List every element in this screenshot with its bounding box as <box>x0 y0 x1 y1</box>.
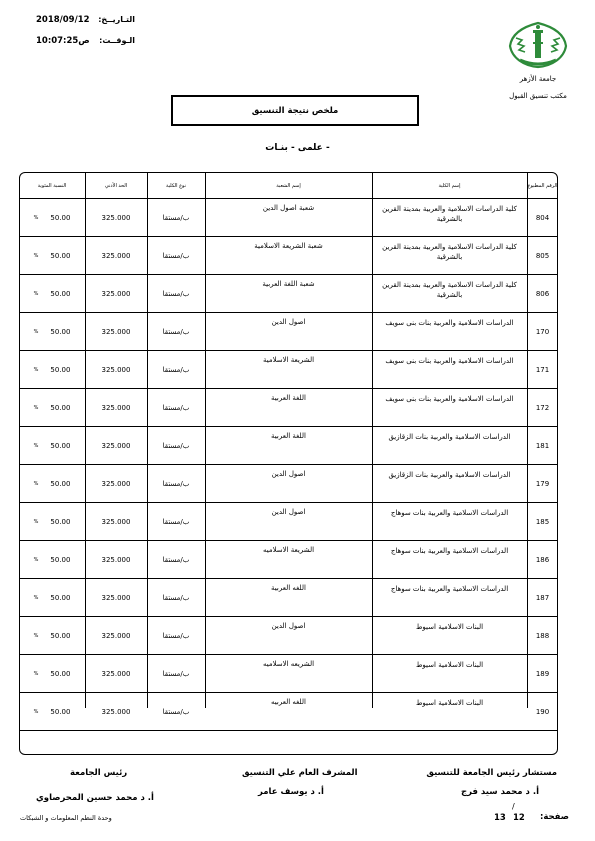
row-section: شعبة اصول الدين <box>262 204 315 212</box>
time-label: الـوقــت: <box>99 36 135 45</box>
table-row <box>19 427 558 465</box>
pct-value: 50.00 <box>50 251 71 260</box>
pct-value: 50.00 <box>50 555 71 564</box>
report-title: ملخص نتيجة التنسيق <box>171 95 419 126</box>
row-faculty: البنات الاسلامية اسيوط <box>415 623 484 631</box>
percent-sign: % <box>33 214 39 221</box>
pct-value: 50.00 <box>50 707 71 716</box>
row-faculty: البنات الاسلامية اسيوط <box>415 661 484 669</box>
report-subtitle: - علمى - بنـات <box>265 143 330 153</box>
pct-value: 50.00 <box>50 517 71 526</box>
row-code: 181 <box>535 441 550 450</box>
header-pct: النسبة المئوية <box>37 182 67 189</box>
percent-sign: % <box>33 366 39 373</box>
president-name: أ. د محمد حسين المحرصاوي <box>36 793 154 803</box>
pct-value: 50.00 <box>50 327 71 336</box>
table-row <box>19 541 558 579</box>
row-section: اصول الدين <box>271 622 306 630</box>
row-section: شعبة اللغة العربية <box>262 280 315 288</box>
row-faculty: الدراسات الاسلامية والعربية بنات بنى سويف <box>385 357 514 365</box>
row-min: 325.000 <box>101 441 131 450</box>
row-pct <box>19 313 85 350</box>
percent-sign: % <box>33 708 39 715</box>
row-code: 185 <box>535 517 550 526</box>
row-section: الشريعه الاسلاميه <box>262 660 315 668</box>
advisor-name: أ. د محمد سيد فرج <box>460 787 539 797</box>
row-pct <box>19 351 85 388</box>
row-min: 325.000 <box>101 669 131 678</box>
row-faculty: كلية الدراسات الاسلامية والعربية بمدينة القرين بالشرقية <box>382 205 517 223</box>
pct-value: 50.00 <box>50 365 71 374</box>
row-min: 325.000 <box>101 555 131 564</box>
row-type: ب/مستقا <box>162 631 190 640</box>
row-section: اصول الدين <box>271 470 306 478</box>
row-min: 325.000 <box>101 593 131 602</box>
row-pct <box>19 503 85 540</box>
row-min: 325.000 <box>101 365 131 374</box>
pct-value: 50.00 <box>50 593 71 602</box>
page-total: 13 <box>494 813 506 823</box>
row-code: 804 <box>535 213 550 222</box>
row-pct <box>19 541 85 578</box>
row-section: الشريعة الاسلاميه <box>262 546 315 554</box>
table-header <box>19 172 558 199</box>
date-value: 2018/09/12 <box>36 15 90 25</box>
table-row <box>19 237 558 275</box>
row-code: 186 <box>535 555 550 564</box>
row-min: 325.000 <box>101 479 131 488</box>
row-section: اصول الدين <box>271 318 306 326</box>
header-section: إسم الشعبة <box>276 182 301 189</box>
row-pct <box>19 237 85 274</box>
table-row <box>19 617 558 655</box>
row-section: اصول الدين <box>271 508 306 516</box>
row-type: ب/مستقا <box>162 365 190 374</box>
row-pct <box>19 427 85 464</box>
row-faculty: كلية الدراسات الاسلامية والعربية بمدينة القرين بالشرقية <box>382 243 517 261</box>
row-type: ب/مستقا <box>162 403 190 412</box>
pct-value: 50.00 <box>50 441 71 450</box>
row-min: 325.000 <box>101 517 131 526</box>
row-pct <box>19 389 85 426</box>
row-type: ب/مستقا <box>162 251 190 260</box>
row-pct <box>19 655 85 692</box>
row-section: شعبة الشريعة الاسلامية <box>254 242 323 250</box>
date-label: التـاريــخ: <box>98 15 135 24</box>
row-pct <box>19 617 85 654</box>
table-row <box>19 313 558 351</box>
percent-sign: % <box>33 632 39 639</box>
row-type: ب/مستقا <box>162 441 190 450</box>
supervisor-title: المشرف العام علي التنسيق <box>242 768 358 778</box>
row-faculty: الدراسات الاسلامية والعربية بنات سوهاج <box>390 509 509 517</box>
table-row <box>19 389 558 427</box>
percent-sign: % <box>33 556 39 563</box>
row-type: ب/مستقا <box>162 669 190 678</box>
header-code: الرقم المطبوع <box>527 182 558 189</box>
pct-value: 50.00 <box>50 669 71 678</box>
al-azhar-emblem-icon <box>506 20 570 70</box>
unit-name: وحدة النظم المعلومات و الشبكات <box>20 814 112 822</box>
pct-value: 50.00 <box>50 289 71 298</box>
row-type: ب/مستقا <box>162 213 190 222</box>
office-name: مكتب تنسيق القبول <box>509 92 567 100</box>
row-section: اللغه العربيه <box>271 698 306 706</box>
page-separator: / <box>512 802 515 811</box>
time-value: ص10:07:25 <box>36 36 90 46</box>
row-min: 325.000 <box>101 213 131 222</box>
table-row <box>19 465 558 503</box>
row-code: 170 <box>535 327 550 336</box>
row-pct <box>19 579 85 616</box>
university-logo <box>506 20 570 70</box>
university-name: جامعة الأزهر <box>519 75 557 83</box>
table-row <box>19 655 558 693</box>
pct-value: 50.00 <box>50 403 71 412</box>
table-row <box>19 275 558 313</box>
percent-sign: % <box>33 252 39 259</box>
row-code: 172 <box>535 403 550 412</box>
supervisor-name: أ. د يوسف عامر <box>258 787 324 797</box>
row-pct <box>19 693 85 730</box>
row-faculty: كلية الدراسات الاسلامية والعربية بمدينة القرين بالشرقية <box>382 281 517 299</box>
row-code: 190 <box>535 707 550 716</box>
row-min: 325.000 <box>101 631 131 640</box>
header-faculty: إسم الكلية <box>438 182 461 189</box>
president-title: رئيس الجامعة <box>70 768 128 778</box>
percent-sign: % <box>33 442 39 449</box>
page-label: صفحة: <box>540 812 570 822</box>
row-section: اللغة العربية <box>271 394 306 402</box>
row-type: ب/مستقا <box>162 479 190 488</box>
row-faculty: الدراسات الاسلامية والعربية بنات سوهاج <box>390 585 509 593</box>
row-type: ب/مستقا <box>162 593 190 602</box>
row-code: 189 <box>535 669 550 678</box>
row-type: ب/مستقا <box>162 517 190 526</box>
row-section: اللغة العربية <box>271 432 306 440</box>
table-row <box>19 503 558 541</box>
row-code: 171 <box>535 365 550 374</box>
row-min: 325.000 <box>101 707 131 716</box>
pct-value: 50.00 <box>50 479 71 488</box>
row-pct <box>19 465 85 502</box>
percent-sign: % <box>33 328 39 335</box>
table-row <box>19 199 558 237</box>
pct-value: 50.00 <box>50 631 71 640</box>
percent-sign: % <box>33 290 39 297</box>
row-type: ب/مستقا <box>162 707 190 716</box>
row-type: ب/مستقا <box>162 327 190 336</box>
row-faculty: البنات الاسلامية اسيوط <box>415 699 484 707</box>
percent-sign: % <box>33 480 39 487</box>
row-min: 325.000 <box>101 403 131 412</box>
row-pct <box>19 275 85 312</box>
percent-sign: % <box>33 594 39 601</box>
percent-sign: % <box>33 518 39 525</box>
row-min: 325.000 <box>101 251 131 260</box>
row-code: 805 <box>535 251 550 260</box>
row-faculty: الدراسات الاسلامية والعربية بنات الزقازيق <box>388 471 511 479</box>
percent-sign: % <box>33 404 39 411</box>
table-row <box>19 579 558 617</box>
page-current: 12 <box>513 813 525 823</box>
row-faculty: الدراسات الاسلامية والعربية بنات بنى سويف <box>385 319 514 327</box>
row-type: ب/مستقا <box>162 555 190 564</box>
row-pct <box>19 199 85 236</box>
row-min: 325.000 <box>101 289 131 298</box>
header-type: نوع الكلية <box>165 182 187 189</box>
row-faculty: الدراسات الاسلامية والعربية بنات سوهاج <box>390 547 509 555</box>
row-section: الشريعة الاسلامية <box>262 356 315 364</box>
advisor-title: مستشار رئيس الجامعة للتنسيق <box>426 768 557 778</box>
row-code: 179 <box>535 479 550 488</box>
percent-sign: % <box>33 670 39 677</box>
row-section: اللغه العربية <box>271 584 306 592</box>
row-faculty: الدراسات الاسلامية والعربية بنات الزقازيق <box>388 433 511 441</box>
row-faculty: الدراسات الاسلامية والعربية بنات بنى سويف <box>385 395 514 403</box>
header-min: الحد الأدني <box>104 182 128 189</box>
pct-value: 50.00 <box>50 213 71 222</box>
row-min: 325.000 <box>101 327 131 336</box>
row-code: 188 <box>535 631 550 640</box>
table-row <box>19 351 558 389</box>
row-type: ب/مستقا <box>162 289 190 298</box>
row-code: 187 <box>535 593 550 602</box>
table-row <box>19 693 558 731</box>
row-code: 806 <box>535 289 550 298</box>
